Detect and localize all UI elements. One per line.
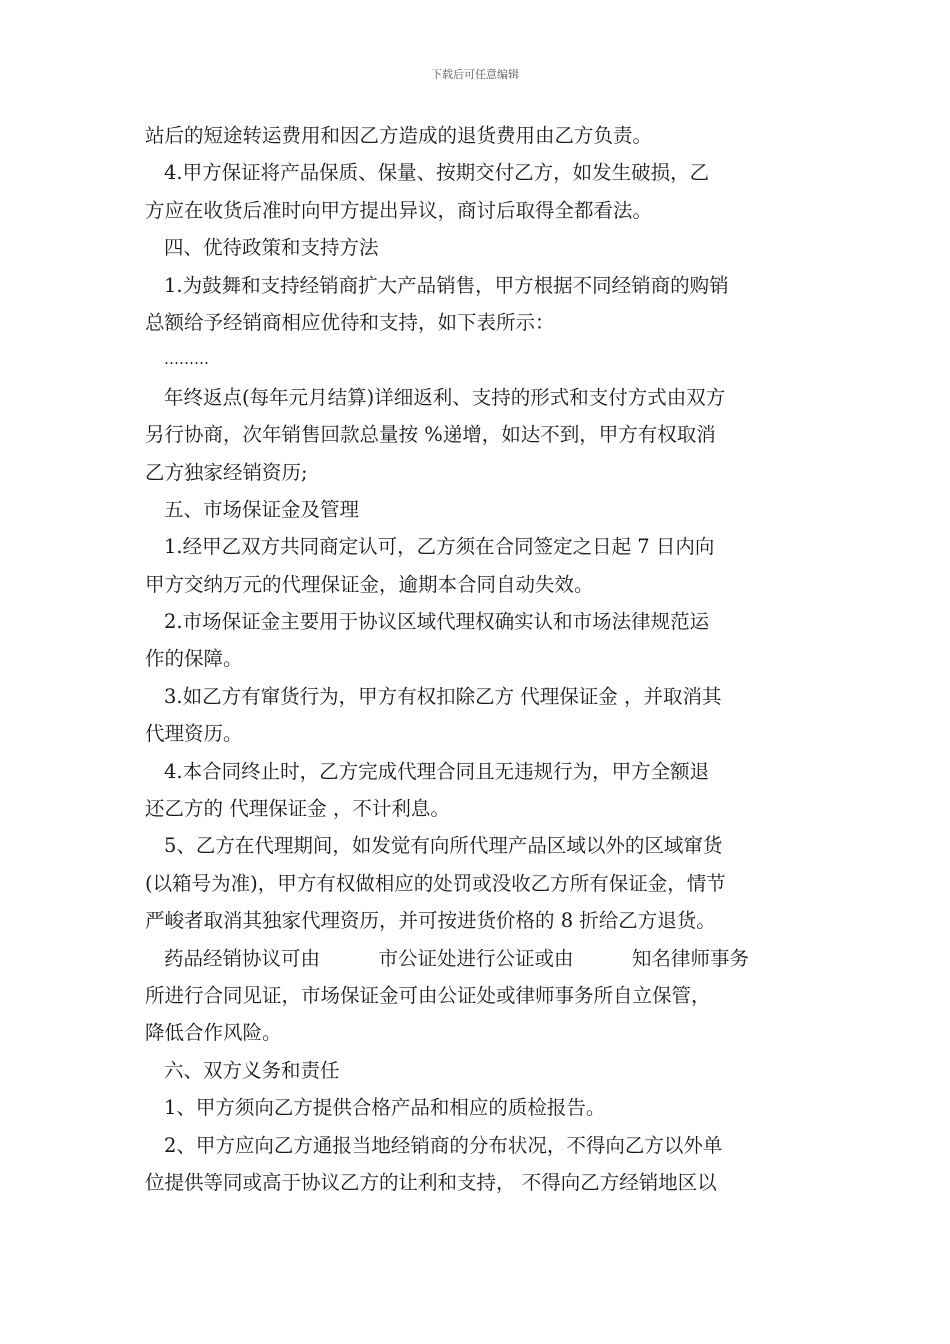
text-line: 乙方独家经销资历;: [145, 460, 308, 484]
text-line: 还乙方的 代理保证金 ，不计利息。: [145, 797, 450, 821]
text-line: 药品经销协议可由 市公证处进行公证或由 知名律师事务: [164, 946, 750, 970]
text-line: 四、优待政策和支持方法: [164, 236, 379, 260]
text-line: 1.经甲乙双方共同商定认可，乙方须在合同签定之日起 7 日内向: [164, 535, 715, 559]
text-line: 另行协商，次年销售回款总量按 %递增，如达不到，甲方有权取消: [145, 423, 716, 447]
text-line: 方应在收货后准时向甲方提出异议，商讨后取得全都看法。: [145, 198, 653, 222]
text-line: 2.市场保证金主要用于协议区域代理权确实认和市场法律规范运: [164, 610, 710, 634]
text-line: 2、甲方应向乙方通报当地经销商的分布状况，不得向乙方以外单: [164, 1133, 723, 1157]
text-line: 六、双方义务和责任: [164, 1058, 340, 1082]
text-line: ………: [164, 350, 209, 369]
text-line: 站后的短途转运费用和因乙方造成的退货费用由乙方负责。: [145, 124, 653, 147]
text-line: 总额给予经销商相应优待和支持，如下表所示：: [145, 310, 555, 334]
text-line: 降低合作风险。: [145, 1021, 282, 1045]
text-line: 5、乙方在代理期间，如发觉有向所代理产品区域以外的区域窜货: [164, 834, 723, 858]
text-line: 3.如乙方有窜货行为，甲方有权扣除乙方 代理保证金 ，并取消其: [164, 684, 722, 708]
text-line: 五、市场保证金及管理: [164, 497, 360, 521]
text-line: 年终返点(每年元月结算)详细返利、支持的形式和支付方式由双方: [164, 385, 726, 409]
text-line: (以箱号为准)，甲方有权做相应的处罚或没收乙方所有保证金，情节: [145, 871, 726, 895]
text-line: 甲方交纳万元的代理保证金，逾期本合同自动失效。: [145, 572, 594, 596]
text-line: 1、甲方须向乙方提供合格产品和相应的质检报告。: [164, 1096, 606, 1120]
text-line: 4.甲方保证将产品保质、保量、按期交付乙方，如发生破损，乙: [164, 161, 710, 185]
text-line: 代理资历。: [145, 722, 243, 746]
document-body: [145, 117, 810, 1201]
text-line: 所进行合同见证，市场保证金可由公证处或律师事务所自立保管，: [145, 983, 711, 1007]
text-line: 1.为鼓舞和支持经销商扩大产品销售，甲方根据不同经销商的购销: [164, 273, 729, 297]
text-line: 作的保障。: [145, 647, 243, 671]
page-header: 下载后可任意编辑: [431, 68, 519, 81]
text-line: 严峻者取消其独家代理资历，并可按进货价格的 8 折给乙方退货。: [145, 909, 716, 933]
text-line: 4.本合同终止时，乙方完成代理合同且无违规行为，甲方全额退: [164, 759, 710, 783]
text-line: 位提供等同或高于协议乙方的让利和支持， 不得向乙方经销地区以: [145, 1170, 717, 1194]
